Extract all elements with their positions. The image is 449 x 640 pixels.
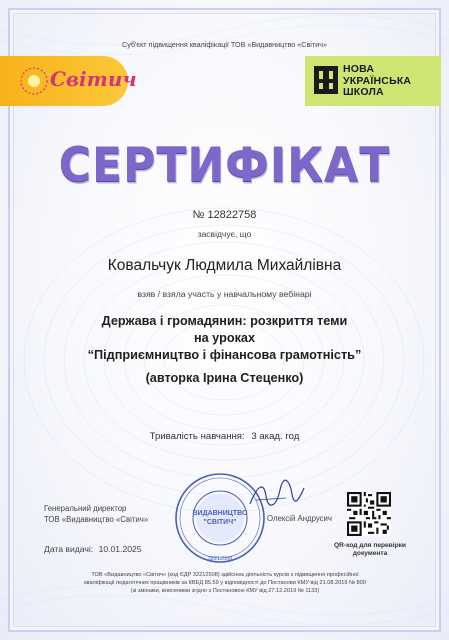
- stamp-line-1: ВИДАВНИЦТВО: [192, 510, 248, 517]
- duration: [0, 431, 449, 442]
- director-name: Олексій Андрусич: [267, 514, 332, 523]
- issue-date: [44, 544, 142, 554]
- duration-label: Тривалість навчання:: [149, 431, 245, 442]
- director-block: [44, 503, 148, 525]
- certifies-text: засвідчує, що: [197, 229, 252, 239]
- course-line-3: “Підприємництво і фінансова грамотність”: [87, 348, 362, 362]
- participation-text: взяв / взяла участь у навчальному вебінарі: [137, 289, 312, 299]
- director-company: ТОВ «Видавництво «Світич»: [44, 515, 149, 524]
- course-line-2: на уроках: [193, 331, 256, 345]
- footer-line-1: ТОВ «Видавництво «Світич» (код ЄДР 32212508) здійснює діяльність курсів з підвищення професійної: [91, 572, 359, 578]
- course-title: [0, 313, 449, 387]
- qr-caption: [330, 542, 410, 558]
- nush-line-2: УКРАЇНСЬКА: [343, 74, 412, 87]
- nush-mark-bar: [319, 79, 333, 83]
- issue-date-label: Дата видачі:: [44, 544, 94, 554]
- svitych-logo: [0, 56, 137, 106]
- certificate-number: № 12822758: [192, 209, 257, 221]
- footer-line-3: (зі змінами, внесеними згідно з Постановою КМУ від 27.12.2019 № 1133): [130, 587, 320, 594]
- qr-caption-line-1: QR-код для перевірки: [334, 542, 406, 549]
- director-signature: [246, 478, 306, 512]
- legal-footer: [56, 572, 394, 595]
- stamp-code: 32212508: [207, 556, 233, 562]
- certificate-title: СЕРТИФІКАТ: [58, 137, 391, 194]
- nush-line-3: ШКОЛА: [343, 86, 384, 98]
- nush-line-1: НОВА: [343, 63, 375, 75]
- course-line-1: Держава і громадянин: розкриття теми: [101, 314, 348, 328]
- duration-value: 3 акад. год: [251, 431, 300, 442]
- nush-logo-text: [343, 64, 411, 99]
- issue-date-value: 10.01.2025: [98, 544, 142, 554]
- svitych-sun-icon: [14, 60, 54, 102]
- subject-line: Суб'єкт підвищення кваліфікації ТОВ «Видавництво «Світич»: [122, 40, 327, 49]
- svitych-logo-word: Світич: [50, 67, 137, 91]
- recipient-name: Ковальчук Людмила Михайлівна: [107, 257, 342, 274]
- stamp-line-2: "СВІТИЧ": [203, 519, 237, 526]
- footer-line-2: кваліфікації педагогічних працівників за КВЕД 85.59 у відповідності до Постанови КМУ від 21.08.2019 № 800: [84, 579, 366, 586]
- nush-logo: [305, 56, 441, 106]
- course-author: (авторка Ірина Стеценко): [145, 371, 304, 385]
- qr-code-icon[interactable]: [347, 492, 391, 536]
- qr-caption-line-2: документа: [352, 550, 388, 557]
- director-title: Генеральний директор: [44, 504, 127, 513]
